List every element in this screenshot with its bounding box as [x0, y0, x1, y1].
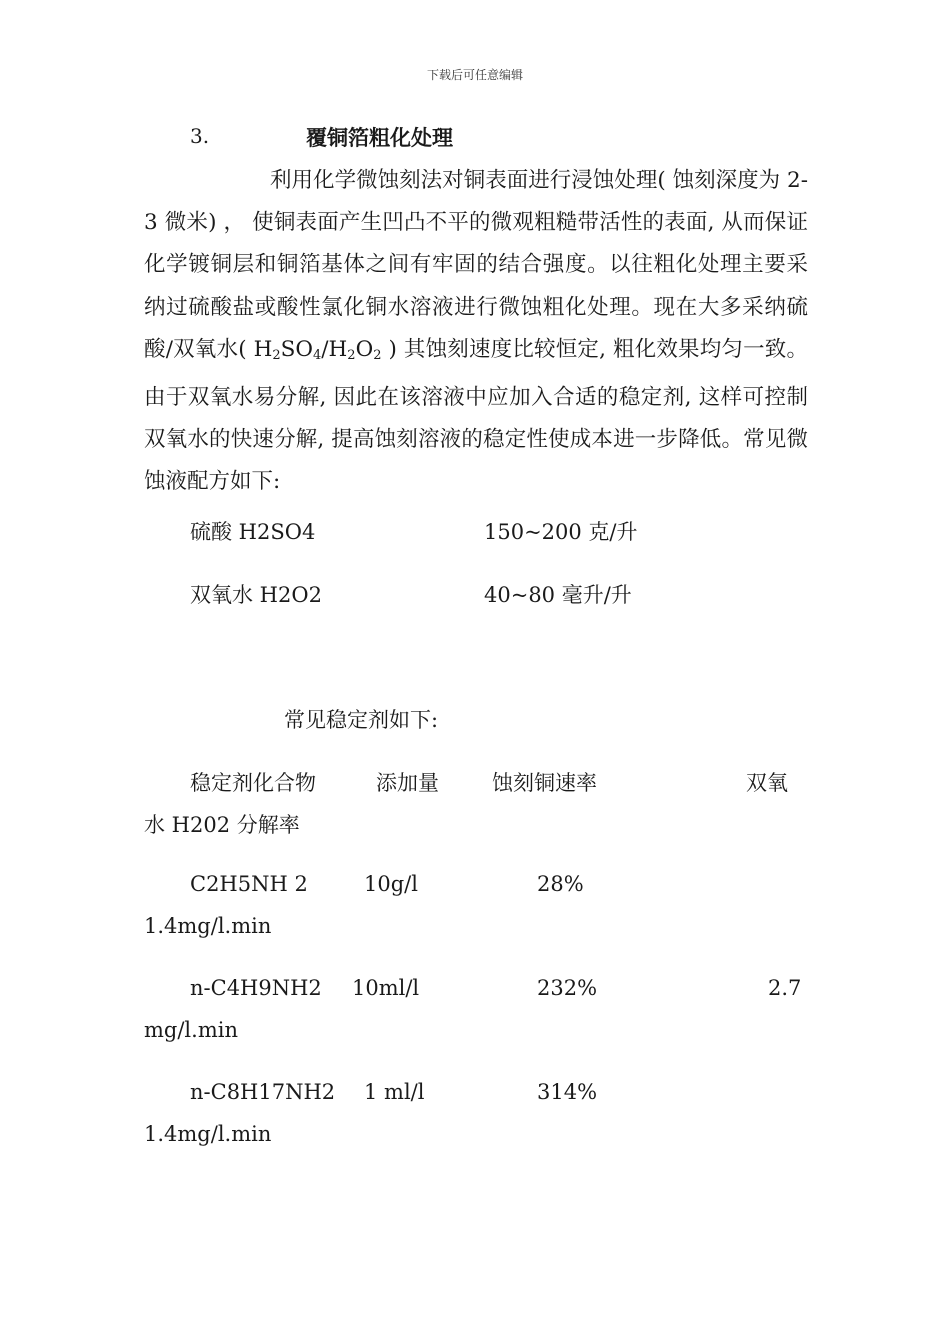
header-compound: 稳定剂化合物 — [190, 771, 316, 795]
table-row-rate: 232% — [537, 976, 598, 1000]
formula-name: 硫酸 H2SO4 — [190, 520, 316, 544]
table-row-decomp-value: 2.7 — [768, 976, 802, 1000]
formula-amount: 40~80 毫升/升 — [484, 583, 632, 607]
table-row-dosage: 1 ml/l — [364, 1080, 425, 1104]
table-row-compound: n-C8H17NH2 — [190, 1080, 336, 1104]
table-row-rate: 314% — [537, 1080, 598, 1104]
section-number: 3. — [190, 124, 210, 148]
table-row-compound: C2H5NH 2 — [190, 872, 308, 896]
section-title: 覆铜箔粗化处理 — [306, 126, 453, 150]
table-row-decomp: mg/l.min — [144, 1018, 238, 1042]
header-decomp: 双氧 — [746, 771, 788, 795]
table-row-decomp: 1.4mg/l.min — [144, 914, 272, 938]
stabilizers-intro: 常见稳定剂如下: — [284, 708, 439, 732]
table-row-dosage: 10g/l — [364, 872, 418, 896]
table-row-decomp: 1.4mg/l.min — [144, 1122, 272, 1146]
body-paragraph: 利用化学微蚀刻法对铜表面进行浸蚀处理( 蚀刻深度为 2-3 微米) ， 使铜表面产生凹凸不平的微观粗糙带活性的表面, 从而保证化学镀铜层和铜箔基体之间有牢固的结合强度。以往粗化处理主要采纳过硫酸盐或酸性氯化铜水溶液进行微蚀粗化处理。现在大多采纳硫酸/双氧水( $H_2SO_4/H_2O_2$ ) 其蚀刻速度比较恒定, 粗化效果均匀一致。由于双氧水易分解, 因此在该溶液中应加入合适的稳定剂, 这样可控制双氧水的快速分解, 提高蚀刻溶液的稳定性使成本进一步降低。常见微蚀液配方如下: — [144, 168, 808, 495]
formula-amount: 150~200 克/升 — [484, 520, 638, 544]
page-header: 下载后可任意编辑 — [426, 68, 523, 82]
table-row-dosage: 10ml/l — [352, 976, 420, 1000]
header-dosage: 添加量 — [376, 771, 439, 795]
formula-name: 双氧水 H2O2 — [190, 583, 322, 607]
header-decomp-cont: 水 H202 分解率 — [144, 813, 300, 837]
header-etch-rate: 蚀刻铜速率 — [492, 771, 597, 795]
table-row-compound: n-C4H9NH2 — [190, 976, 322, 1000]
table-row-rate: 28% — [537, 872, 584, 896]
